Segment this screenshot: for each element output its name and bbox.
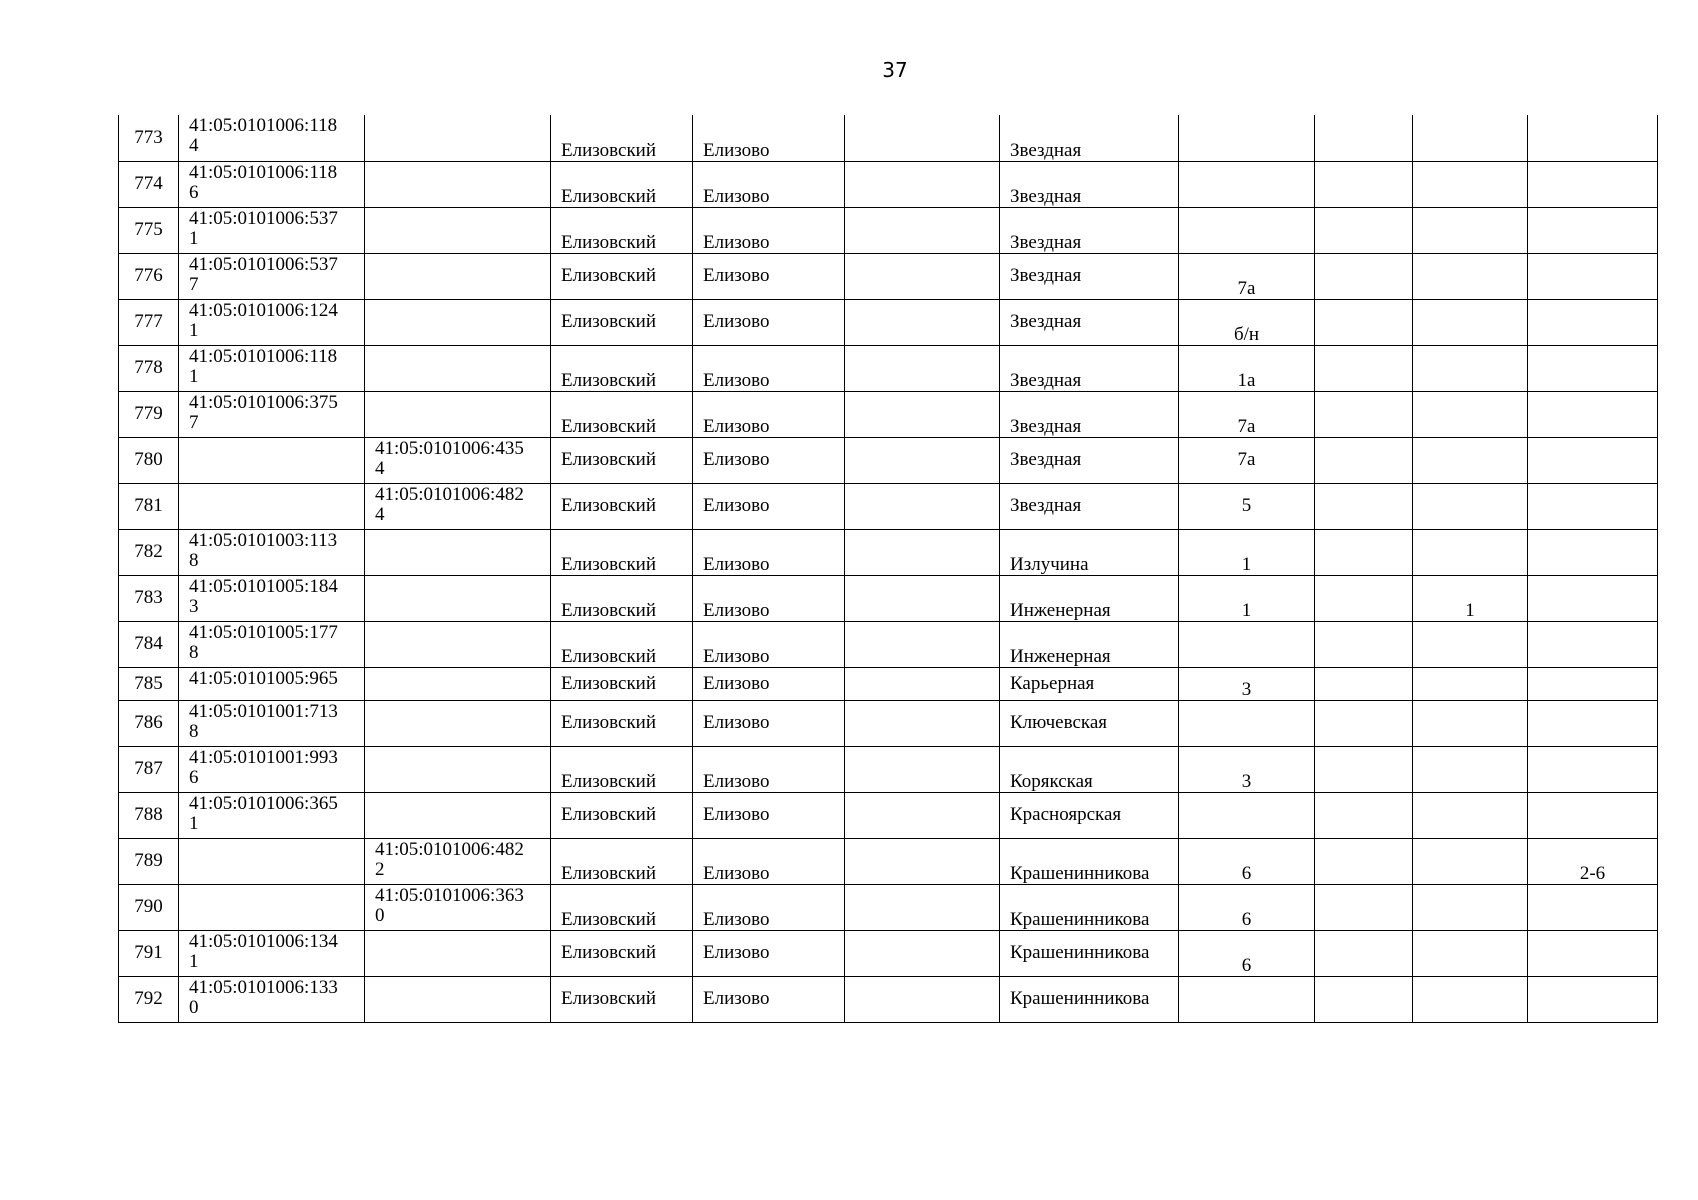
house-number: 6 (1179, 930, 1315, 976)
district: Елизовский (551, 884, 693, 930)
district: Елизовский (551, 700, 693, 746)
row-number: 777 (119, 299, 179, 345)
land-cadastral-number-line1: 41:05:0101005:177 (189, 621, 338, 643)
house-number: 1а (1179, 345, 1315, 391)
apartment-cell (1528, 700, 1658, 746)
land-cadastral-number (179, 930, 365, 976)
table-row (119, 976, 1658, 1022)
row-number: 774 (119, 161, 179, 207)
settlement: Елизово (693, 115, 845, 161)
district: Елизовский (551, 483, 693, 529)
house-number (1179, 792, 1315, 838)
extra-cell (845, 391, 1000, 437)
building-cell (1315, 930, 1413, 976)
page-number: 37 (882, 58, 908, 82)
building-cadastral-number (365, 746, 551, 792)
table-row (119, 575, 1658, 621)
extra-cell (845, 437, 1000, 483)
street: Инженерная (1000, 575, 1179, 621)
street: Ключевская (1000, 700, 1179, 746)
apartment-cell (1528, 207, 1658, 253)
building-cadastral-number (365, 207, 551, 253)
extra-cell (845, 299, 1000, 345)
apartment-cell: 2-6 (1528, 838, 1658, 884)
district: Елизовский (551, 253, 693, 299)
settlement: Елизово (693, 700, 845, 746)
table-row (119, 391, 1658, 437)
structure-cell (1413, 345, 1528, 391)
building-cadastral-number (365, 391, 551, 437)
building-cadastral-number (365, 621, 551, 667)
house-number (1179, 207, 1315, 253)
extra-cell (845, 345, 1000, 391)
extra-cell (845, 700, 1000, 746)
house-number (1179, 976, 1315, 1022)
land-cadastral-number-line2: 6 (189, 181, 199, 203)
apartment-cell (1528, 253, 1658, 299)
land-cadastral-number-line1: 41:05:0101003:113 (189, 529, 338, 551)
building-cell (1315, 575, 1413, 621)
land-cadastral-number-line2: 8 (189, 549, 199, 571)
apartment-cell (1528, 575, 1658, 621)
extra-cell (845, 115, 1000, 161)
street: Звездная (1000, 161, 1179, 207)
building-cadastral-number (365, 345, 551, 391)
structure-cell (1413, 667, 1528, 700)
house-number: 3 (1179, 667, 1315, 700)
land-cadastral-number-line1: 41:05:0101006:124 (189, 299, 338, 321)
table-row (119, 299, 1658, 345)
land-cadastral-number (179, 253, 365, 299)
table-row (119, 437, 1658, 483)
settlement: Елизово (693, 746, 845, 792)
street: Излучина (1000, 529, 1179, 575)
district: Елизовский (551, 161, 693, 207)
building-cell (1315, 207, 1413, 253)
row-number: 778 (119, 345, 179, 391)
district: Елизовский (551, 391, 693, 437)
row-number: 785 (119, 667, 179, 700)
table-row (119, 621, 1658, 667)
settlement: Елизово (693, 621, 845, 667)
extra-cell (845, 621, 1000, 667)
building-cadastral-number (365, 700, 551, 746)
building-cell (1315, 667, 1413, 700)
apartment-cell (1528, 115, 1658, 161)
extra-cell (845, 483, 1000, 529)
apartment-cell (1528, 529, 1658, 575)
row-number: 782 (119, 529, 179, 575)
district: Елизовский (551, 207, 693, 253)
street: Крашенинникова (1000, 930, 1179, 976)
district: Елизовский (551, 437, 693, 483)
settlement: Елизово (693, 161, 845, 207)
land-cadastral-number-line1: 41:05:0101001:993 (189, 746, 338, 768)
extra-cell (845, 884, 1000, 930)
land-cadastral-number-line2: 3 (189, 595, 199, 617)
building-cadastral-number (365, 976, 551, 1022)
land-cadastral-number (179, 345, 365, 391)
structure-cell (1413, 437, 1528, 483)
district: Елизовский (551, 746, 693, 792)
building-cadastral-number (365, 161, 551, 207)
land-cadastral-number-line2: 1 (189, 812, 199, 834)
settlement: Елизово (693, 437, 845, 483)
land-cadastral-number (179, 884, 365, 930)
land-cadastral-number-line2: 1 (189, 319, 199, 341)
table-row (119, 838, 1658, 884)
row-number: 776 (119, 253, 179, 299)
land-cadastral-number-line2: 1 (189, 950, 199, 972)
extra-cell (845, 838, 1000, 884)
street: Звездная (1000, 299, 1179, 345)
house-number: 1 (1179, 529, 1315, 575)
building-cell (1315, 253, 1413, 299)
building-cell (1315, 792, 1413, 838)
house-number: 6 (1179, 884, 1315, 930)
settlement: Елизово (693, 792, 845, 838)
land-cadastral-number (179, 299, 365, 345)
street: Корякская (1000, 746, 1179, 792)
street: Звездная (1000, 253, 1179, 299)
land-cadastral-number-line1: 41:05:0101001:713 (189, 700, 338, 722)
land-cadastral-number-line2: 8 (189, 641, 199, 663)
building-cadastral-number (365, 437, 551, 483)
land-cadastral-number (179, 207, 365, 253)
settlement: Елизово (693, 345, 845, 391)
building-cell (1315, 345, 1413, 391)
apartment-cell (1528, 884, 1658, 930)
building-cadastral-number (365, 838, 551, 884)
house-number: 7а (1179, 437, 1315, 483)
apartment-cell (1528, 483, 1658, 529)
settlement: Елизово (693, 930, 845, 976)
building-cadastral-number-line1: 41:05:0101006:435 (375, 437, 524, 459)
settlement: Елизово (693, 884, 845, 930)
land-cadastral-number-line2: 1 (189, 365, 199, 387)
land-cadastral-number (179, 838, 365, 884)
settlement: Елизово (693, 483, 845, 529)
district: Елизовский (551, 838, 693, 884)
street: Звездная (1000, 483, 1179, 529)
building-cell (1315, 746, 1413, 792)
land-cadastral-number-line2: 0 (189, 996, 199, 1018)
structure-cell (1413, 253, 1528, 299)
row-number: 789 (119, 838, 179, 884)
street: Звездная (1000, 115, 1179, 161)
building-cell (1315, 529, 1413, 575)
district: Елизовский (551, 976, 693, 1022)
land-cadastral-number-line1: 41:05:0101006:375 (189, 391, 338, 413)
structure-cell (1413, 930, 1528, 976)
table-row (119, 345, 1658, 391)
building-cadastral-number (365, 529, 551, 575)
extra-cell (845, 207, 1000, 253)
building-cadastral-number-line2: 0 (375, 904, 385, 926)
building-cadastral-number-line2: 2 (375, 858, 385, 880)
district: Елизовский (551, 792, 693, 838)
land-cadastral-number-line1: 41:05:0101006:133 (189, 976, 338, 998)
building-cadastral-number (365, 792, 551, 838)
house-number (1179, 161, 1315, 207)
structure-cell (1413, 884, 1528, 930)
settlement: Елизово (693, 838, 845, 884)
land-cadastral-number (179, 437, 365, 483)
land-cadastral-number (179, 391, 365, 437)
structure-cell (1413, 792, 1528, 838)
structure-cell (1413, 161, 1528, 207)
structure-cell (1413, 976, 1528, 1022)
registry-table (118, 115, 1658, 1023)
extra-cell (845, 746, 1000, 792)
land-cadastral-number (179, 529, 365, 575)
land-cadastral-number (179, 575, 365, 621)
structure-cell (1413, 700, 1528, 746)
land-cadastral-number-line1: 41:05:0101006:365 (189, 792, 338, 814)
land-cadastral-number (179, 483, 365, 529)
district: Елизовский (551, 621, 693, 667)
house-number (1179, 621, 1315, 667)
land-cadastral-number-line1: 41:05:0101006:118 (189, 345, 338, 367)
extra-cell (845, 161, 1000, 207)
land-cadastral-number (179, 115, 365, 161)
building-cell (1315, 700, 1413, 746)
district: Елизовский (551, 667, 693, 700)
table-row (119, 529, 1658, 575)
land-cadastral-number-line1: 41:05:0101006:134 (189, 930, 338, 952)
structure-cell (1413, 483, 1528, 529)
extra-cell (845, 575, 1000, 621)
apartment-cell (1528, 930, 1658, 976)
row-number: 779 (119, 391, 179, 437)
table-row (119, 207, 1658, 253)
street: Звездная (1000, 207, 1179, 253)
building-cell (1315, 437, 1413, 483)
building-cadastral-number (365, 884, 551, 930)
building-cell (1315, 976, 1413, 1022)
house-number (1179, 700, 1315, 746)
land-cadastral-number (179, 667, 365, 700)
structure-cell: 1 (1413, 575, 1528, 621)
street: Звездная (1000, 345, 1179, 391)
apartment-cell (1528, 437, 1658, 483)
extra-cell (845, 667, 1000, 700)
extra-cell (845, 253, 1000, 299)
building-cadastral-number (365, 483, 551, 529)
building-cadastral-number (365, 575, 551, 621)
row-number: 775 (119, 207, 179, 253)
district: Елизовский (551, 575, 693, 621)
table-row (119, 161, 1658, 207)
building-cadastral-number (365, 930, 551, 976)
settlement: Елизово (693, 299, 845, 345)
settlement: Елизово (693, 253, 845, 299)
district: Елизовский (551, 529, 693, 575)
land-cadastral-number (179, 976, 365, 1022)
district: Елизовский (551, 345, 693, 391)
apartment-cell (1528, 792, 1658, 838)
land-cadastral-number-line2: 7 (189, 411, 199, 433)
table-row (119, 746, 1658, 792)
land-cadastral-number-line1: 41:05:0101006:537 (189, 207, 338, 229)
row-number: 783 (119, 575, 179, 621)
row-number: 791 (119, 930, 179, 976)
house-number: 7а (1179, 391, 1315, 437)
street: Карьерная (1000, 667, 1179, 700)
apartment-cell (1528, 976, 1658, 1022)
table-row (119, 700, 1658, 746)
building-cadastral-number-line2: 4 (375, 503, 385, 525)
table-row (119, 930, 1658, 976)
land-cadastral-number-line2: 8 (189, 720, 199, 742)
house-number: 3 (1179, 746, 1315, 792)
row-number: 786 (119, 700, 179, 746)
extra-cell (845, 930, 1000, 976)
apartment-cell (1528, 391, 1658, 437)
house-number: 1 (1179, 575, 1315, 621)
structure-cell (1413, 838, 1528, 884)
structure-cell (1413, 207, 1528, 253)
land-cadastral-number (179, 792, 365, 838)
table-row (119, 253, 1658, 299)
settlement: Елизово (693, 391, 845, 437)
apartment-cell (1528, 299, 1658, 345)
land-cadastral-number-line2: 7 (189, 273, 199, 295)
land-cadastral-number-line2: 6 (189, 766, 199, 788)
land-cadastral-number-line2: 4 (189, 135, 199, 156)
row-number: 788 (119, 792, 179, 838)
apartment-cell (1528, 746, 1658, 792)
settlement: Елизово (693, 575, 845, 621)
row-number: 784 (119, 621, 179, 667)
land-cadastral-number (179, 700, 365, 746)
building-cell (1315, 884, 1413, 930)
building-cell (1315, 391, 1413, 437)
building-cadastral-number (365, 667, 551, 700)
extra-cell (845, 792, 1000, 838)
row-number: 781 (119, 483, 179, 529)
house-number: 6 (1179, 838, 1315, 884)
land-cadastral-number (179, 621, 365, 667)
table-row (119, 667, 1658, 700)
building-cadastral-number-line1: 41:05:0101006:482 (375, 838, 524, 860)
settlement: Елизово (693, 667, 845, 700)
street: Инженерная (1000, 621, 1179, 667)
building-cadastral-number (365, 299, 551, 345)
settlement: Елизово (693, 529, 845, 575)
structure-cell (1413, 299, 1528, 345)
land-cadastral-number-line1: 41:05:0101005:965 (189, 667, 338, 689)
street: Звездная (1000, 391, 1179, 437)
land-cadastral-number-line1: 41:05:0101005:184 (189, 575, 338, 597)
building-cell (1315, 161, 1413, 207)
settlement: Елизово (693, 976, 845, 1022)
building-cadastral-number (365, 115, 551, 161)
house-number: 7а (1179, 253, 1315, 299)
house-number (1179, 115, 1315, 161)
land-cadastral-number-line1: 41:05:0101006:118 (189, 161, 338, 183)
extra-cell (845, 976, 1000, 1022)
table-row (119, 792, 1658, 838)
row-number: 792 (119, 976, 179, 1022)
district: Елизовский (551, 299, 693, 345)
row-number: 790 (119, 884, 179, 930)
building-cell (1315, 299, 1413, 345)
house-number: 5 (1179, 483, 1315, 529)
extra-cell (845, 529, 1000, 575)
row-number: 773 (119, 115, 179, 161)
street: Крашенинникова (1000, 884, 1179, 930)
apartment-cell (1528, 621, 1658, 667)
street: Крашенинникова (1000, 838, 1179, 884)
structure-cell (1413, 391, 1528, 437)
settlement: Елизово (693, 207, 845, 253)
apartment-cell (1528, 667, 1658, 700)
building-cadastral-number-line2: 4 (375, 457, 385, 479)
structure-cell (1413, 621, 1528, 667)
table-row (119, 115, 1658, 161)
street: Крашенинникова (1000, 976, 1179, 1022)
street: Звездная (1000, 437, 1179, 483)
structure-cell (1413, 115, 1528, 161)
building-cadastral-number-line1: 41:05:0101006:482 (375, 483, 524, 505)
structure-cell (1413, 529, 1528, 575)
building-cell (1315, 483, 1413, 529)
apartment-cell (1528, 161, 1658, 207)
table-row (119, 483, 1658, 529)
land-cadastral-number-line1: 41:05:0101006:537 (189, 253, 338, 275)
district: Елизовский (551, 115, 693, 161)
building-cadastral-number (365, 253, 551, 299)
building-cell (1315, 115, 1413, 161)
land-cadastral-number (179, 746, 365, 792)
house-number: б/н (1179, 299, 1315, 345)
district: Елизовский (551, 930, 693, 976)
structure-cell (1413, 746, 1528, 792)
building-cell (1315, 621, 1413, 667)
land-cadastral-number-line2: 1 (189, 227, 199, 249)
row-number: 780 (119, 437, 179, 483)
row-number: 787 (119, 746, 179, 792)
building-cell (1315, 838, 1413, 884)
building-cadastral-number-line1: 41:05:0101006:363 (375, 884, 524, 906)
land-cadastral-number (179, 161, 365, 207)
land-cadastral-number-line1: 41:05:0101006:118 (189, 115, 338, 136)
apartment-cell (1528, 345, 1658, 391)
street: Красноярская (1000, 792, 1179, 838)
table-row (119, 884, 1658, 930)
